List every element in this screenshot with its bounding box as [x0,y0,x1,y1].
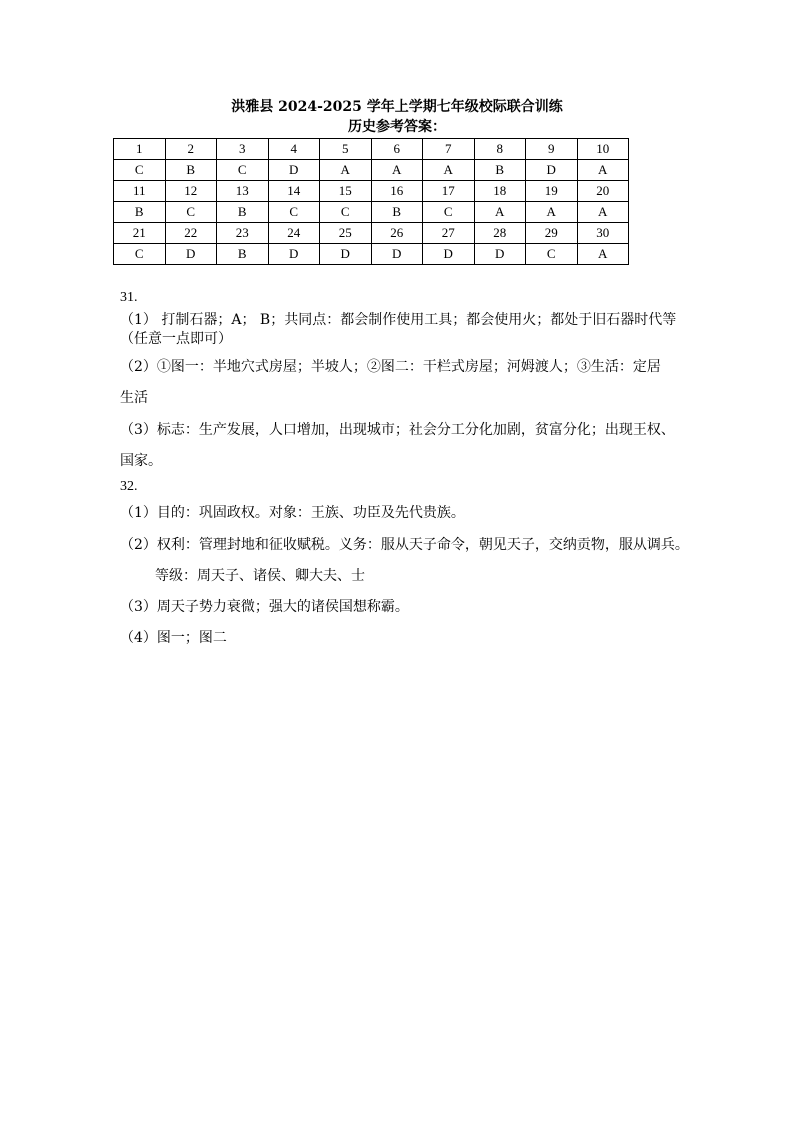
question-number-cell: 27 [423,223,475,244]
answer-cell: B [371,202,423,223]
question-number-cell: 26 [371,223,423,244]
answer-cell: B [217,202,269,223]
answer-row [114,160,629,181]
answer-cell: D [423,244,475,265]
answer-cell: A [474,202,526,223]
q32-part4: （4）图一；图二 [120,630,227,646]
answer-cell: A [526,202,578,223]
answer-cell: D [526,160,578,181]
question-number-cell: 7 [423,139,475,160]
question-number-cell: 6 [371,139,423,160]
question-number-cell: 15 [320,181,372,202]
answer-cell: C [423,202,475,223]
question-number-cell: 16 [371,181,423,202]
question-number-cell: 12 [165,181,217,202]
q32-part2-line2: 等级：周天子、诸侯、卿大夫、士 [155,568,365,584]
question-number-cell: 21 [114,223,166,244]
question-number-cell: 29 [526,223,578,244]
question-number-cell: 1 [114,139,166,160]
q32-part3: （3）周天子势力衰微；强大的诸侯国想称霸。 [120,599,409,615]
answer-cell: A [577,244,629,265]
question-number-cell: 5 [320,139,372,160]
document-title: 洪雅县 2024-2025 学年上学期七年级校际联合训练 [231,99,563,115]
question-number-cell: 2 [165,139,217,160]
answer-row [114,202,629,223]
answer-cell: D [268,160,320,181]
q32-part1: （1）目的：巩固政权。对象：王族、功臣及先代贵族。 [120,505,465,521]
q31-part2-line1: （2）①图一：半地穴式房屋；半坡人；②图二：干栏式房屋；河姆渡人；③生活：定居 [120,359,661,375]
question-number-cell: 30 [577,223,629,244]
answer-cell: D [474,244,526,265]
answer-cell: B [114,202,166,223]
q32-part2-line1: （2）权利：管理封地和征收赋税。义务：服从天子命令，朝见天子，交纳贡物，服从调兵。 [120,537,689,553]
answer-cell: D [165,244,217,265]
answer-cell: B [165,160,217,181]
question-number-cell: 13 [217,181,269,202]
question-number-cell: 14 [268,181,320,202]
q31-part3-line2: 国家。 [120,453,162,469]
question-number-cell: 11 [114,181,166,202]
question-number-cell: 22 [165,223,217,244]
answer-cell: A [371,160,423,181]
question-number-cell: 8 [474,139,526,160]
question-number-cell: 3 [217,139,269,160]
answer-cell: A [577,202,629,223]
question-number-cell: 19 [526,181,578,202]
answer-table [113,138,629,265]
question-number-row [114,139,629,160]
answer-cell: A [320,160,372,181]
answer-cell: D [371,244,423,265]
question-number-cell: 20 [577,181,629,202]
question-32-number: 32. [120,479,138,494]
answer-cell: C [114,244,166,265]
q31-part2-line2: 生活 [120,390,148,406]
answer-cell: D [320,244,372,265]
answer-row [114,244,629,265]
answer-cell: D [268,244,320,265]
question-number-cell: 25 [320,223,372,244]
question-number-cell: 4 [268,139,320,160]
q31-part1-line2: （任意一点即可） [120,331,232,347]
answer-cell: B [217,244,269,265]
question-31-number: 31. [120,290,138,305]
question-number-cell: 9 [526,139,578,160]
question-number-cell: 24 [268,223,320,244]
question-number-row [114,223,629,244]
question-number-cell: 10 [577,139,629,160]
question-number-cell: 28 [474,223,526,244]
answer-cell: A [577,160,629,181]
question-number-row [114,181,629,202]
answer-cell: C [217,160,269,181]
answer-cell: C [268,202,320,223]
answer-key-heading: 历史参考答案： [348,119,446,135]
q31-part3-line1: （3）标志：生产发展，人口增加，出现城市；社会分工分化加剧，贫富分化；出现王权、 [120,422,675,438]
q31-part1-line1: （1） 打制石器；A； B；共同点：都会制作使用工具；都会使用火；都处于旧石器时代等 [120,312,677,328]
answer-cell: B [474,160,526,181]
answer-cell: C [526,244,578,265]
question-number-cell: 17 [423,181,475,202]
answer-cell: C [320,202,372,223]
question-number-cell: 23 [217,223,269,244]
answer-cell: A [423,160,475,181]
answer-cell: C [114,160,166,181]
question-number-cell: 18 [474,181,526,202]
answer-cell: C [165,202,217,223]
